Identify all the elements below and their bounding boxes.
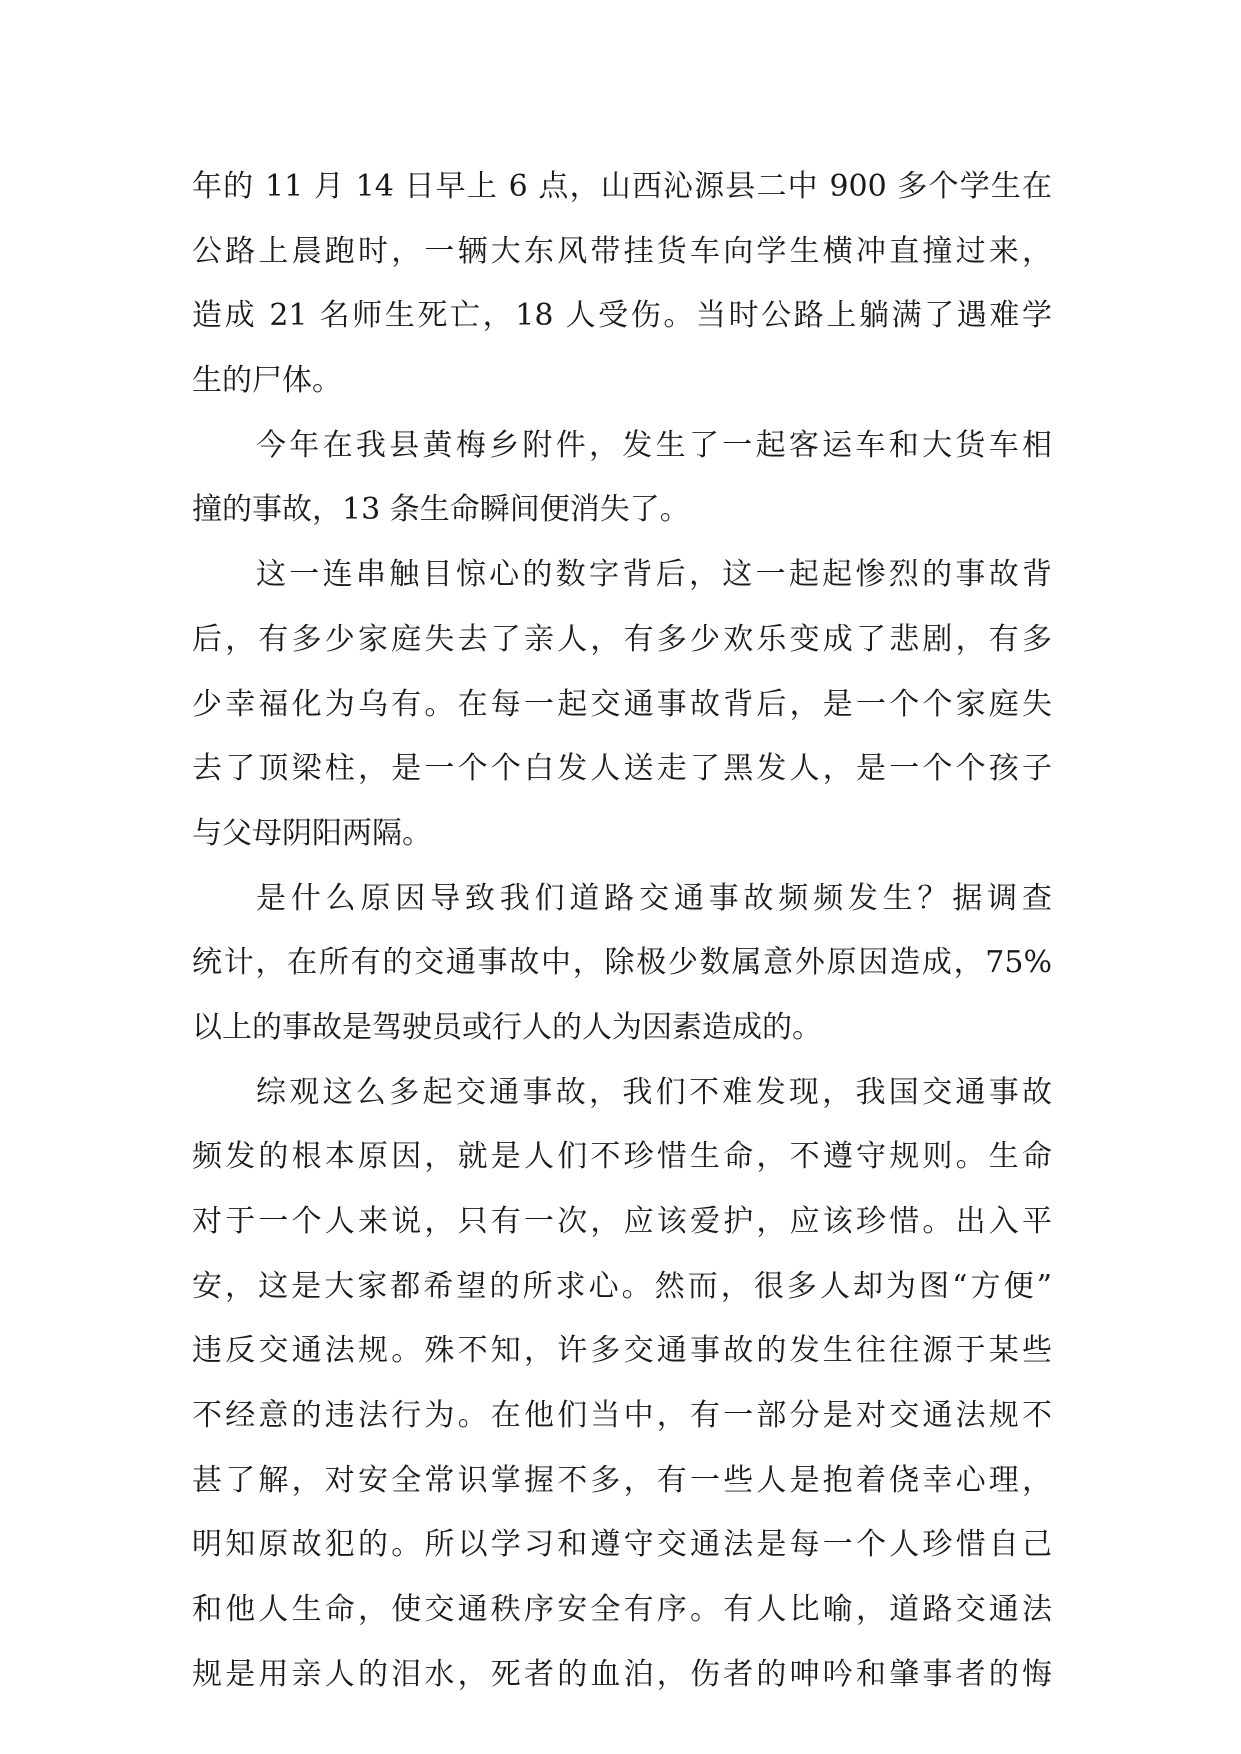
- text-line: 综观这么多起交通事故，我们不难发现，我国交通事故: [256, 1074, 1052, 1110]
- paragraph-3: [192, 543, 1052, 866]
- paragraph-4: [192, 867, 1052, 1061]
- text-line: 后，有多少家庭失去了亲人，有多少欢乐变成了悲剧，有多: [192, 621, 1052, 657]
- paragraph-5: [192, 1061, 1052, 1708]
- text-line: 明知原故犯的。所以学习和遵守交通法是每一个人珍惜自己: [192, 1527, 1052, 1563]
- text-line: 去了顶梁柱，是一个个白发人送走了黑发人，是一个个孩子: [192, 751, 1052, 787]
- text-line: 撞的事故，13 条生命瞬间便消失了。: [192, 492, 690, 528]
- text-line: 违反交通法规。殊不知，许多交通事故的发生往往源于某些: [192, 1333, 1052, 1369]
- text-line: 甚了解，对安全常识掌握不多，有一些人是抱着侥幸心理，: [192, 1462, 1052, 1498]
- text-line: 与父母阴阳两隔。: [192, 815, 432, 851]
- paragraph-2: [192, 414, 1052, 543]
- text-line: 统计，在所有的交通事故中，除极少数属意外原因造成，75%: [192, 945, 1052, 981]
- text-line: 对于一个人来说，只有一次，应该爱护，应该珍惜。出入平: [192, 1204, 1052, 1239]
- text-line: 规是用亲人的泪水，死者的血泊，伤者的呻吟和肇事者的悔: [192, 1656, 1052, 1692]
- text-line: 这一连串触目惊心的数字背后，这一起起惨烈的事故背: [256, 557, 1052, 593]
- text-line: 造成 21 名师生死亡，18 人受伤。当时公路上躺满了遇难学: [192, 298, 1052, 334]
- text-line: 公路上晨跑时，一辆大东风带挂货车向学生横冲直撞过来，: [192, 233, 1052, 269]
- text-line: 和他人生命，使交通秩序安全有序。有人比喻，道路交通法: [192, 1592, 1052, 1628]
- text-line: 今年在我县黄梅乡附件，发生了一起客运车和大货车相: [256, 427, 1052, 463]
- paragraph-1: [192, 155, 1052, 414]
- text-line: 以上的事故是驾驶员或行人的人为因素造成的。: [192, 1009, 822, 1045]
- text-line: 不经意的违法行为。在他们当中，有一部分是对交通法规不: [192, 1398, 1052, 1434]
- text-line: 少幸福化为乌有。在每一起交通事故背后，是一个个家庭失: [192, 686, 1052, 722]
- text-line: 频发的根本原因，就是人们不珍惜生命，不遵守规则。生命: [192, 1139, 1052, 1175]
- text-line: 生的尸体。: [192, 363, 342, 399]
- text-line: 是什么原因导致我们道路交通事故频频发生？据调查: [256, 880, 1052, 916]
- text-line: 安，这是大家都希望的所求心。然而，很多人却为图“方便”: [192, 1268, 1052, 1304]
- text-line: 年的 11 月 14 日早上 6 点，山西沁源县二中 900 多个学生在: [192, 169, 1052, 204]
- body-text: [192, 155, 1052, 1708]
